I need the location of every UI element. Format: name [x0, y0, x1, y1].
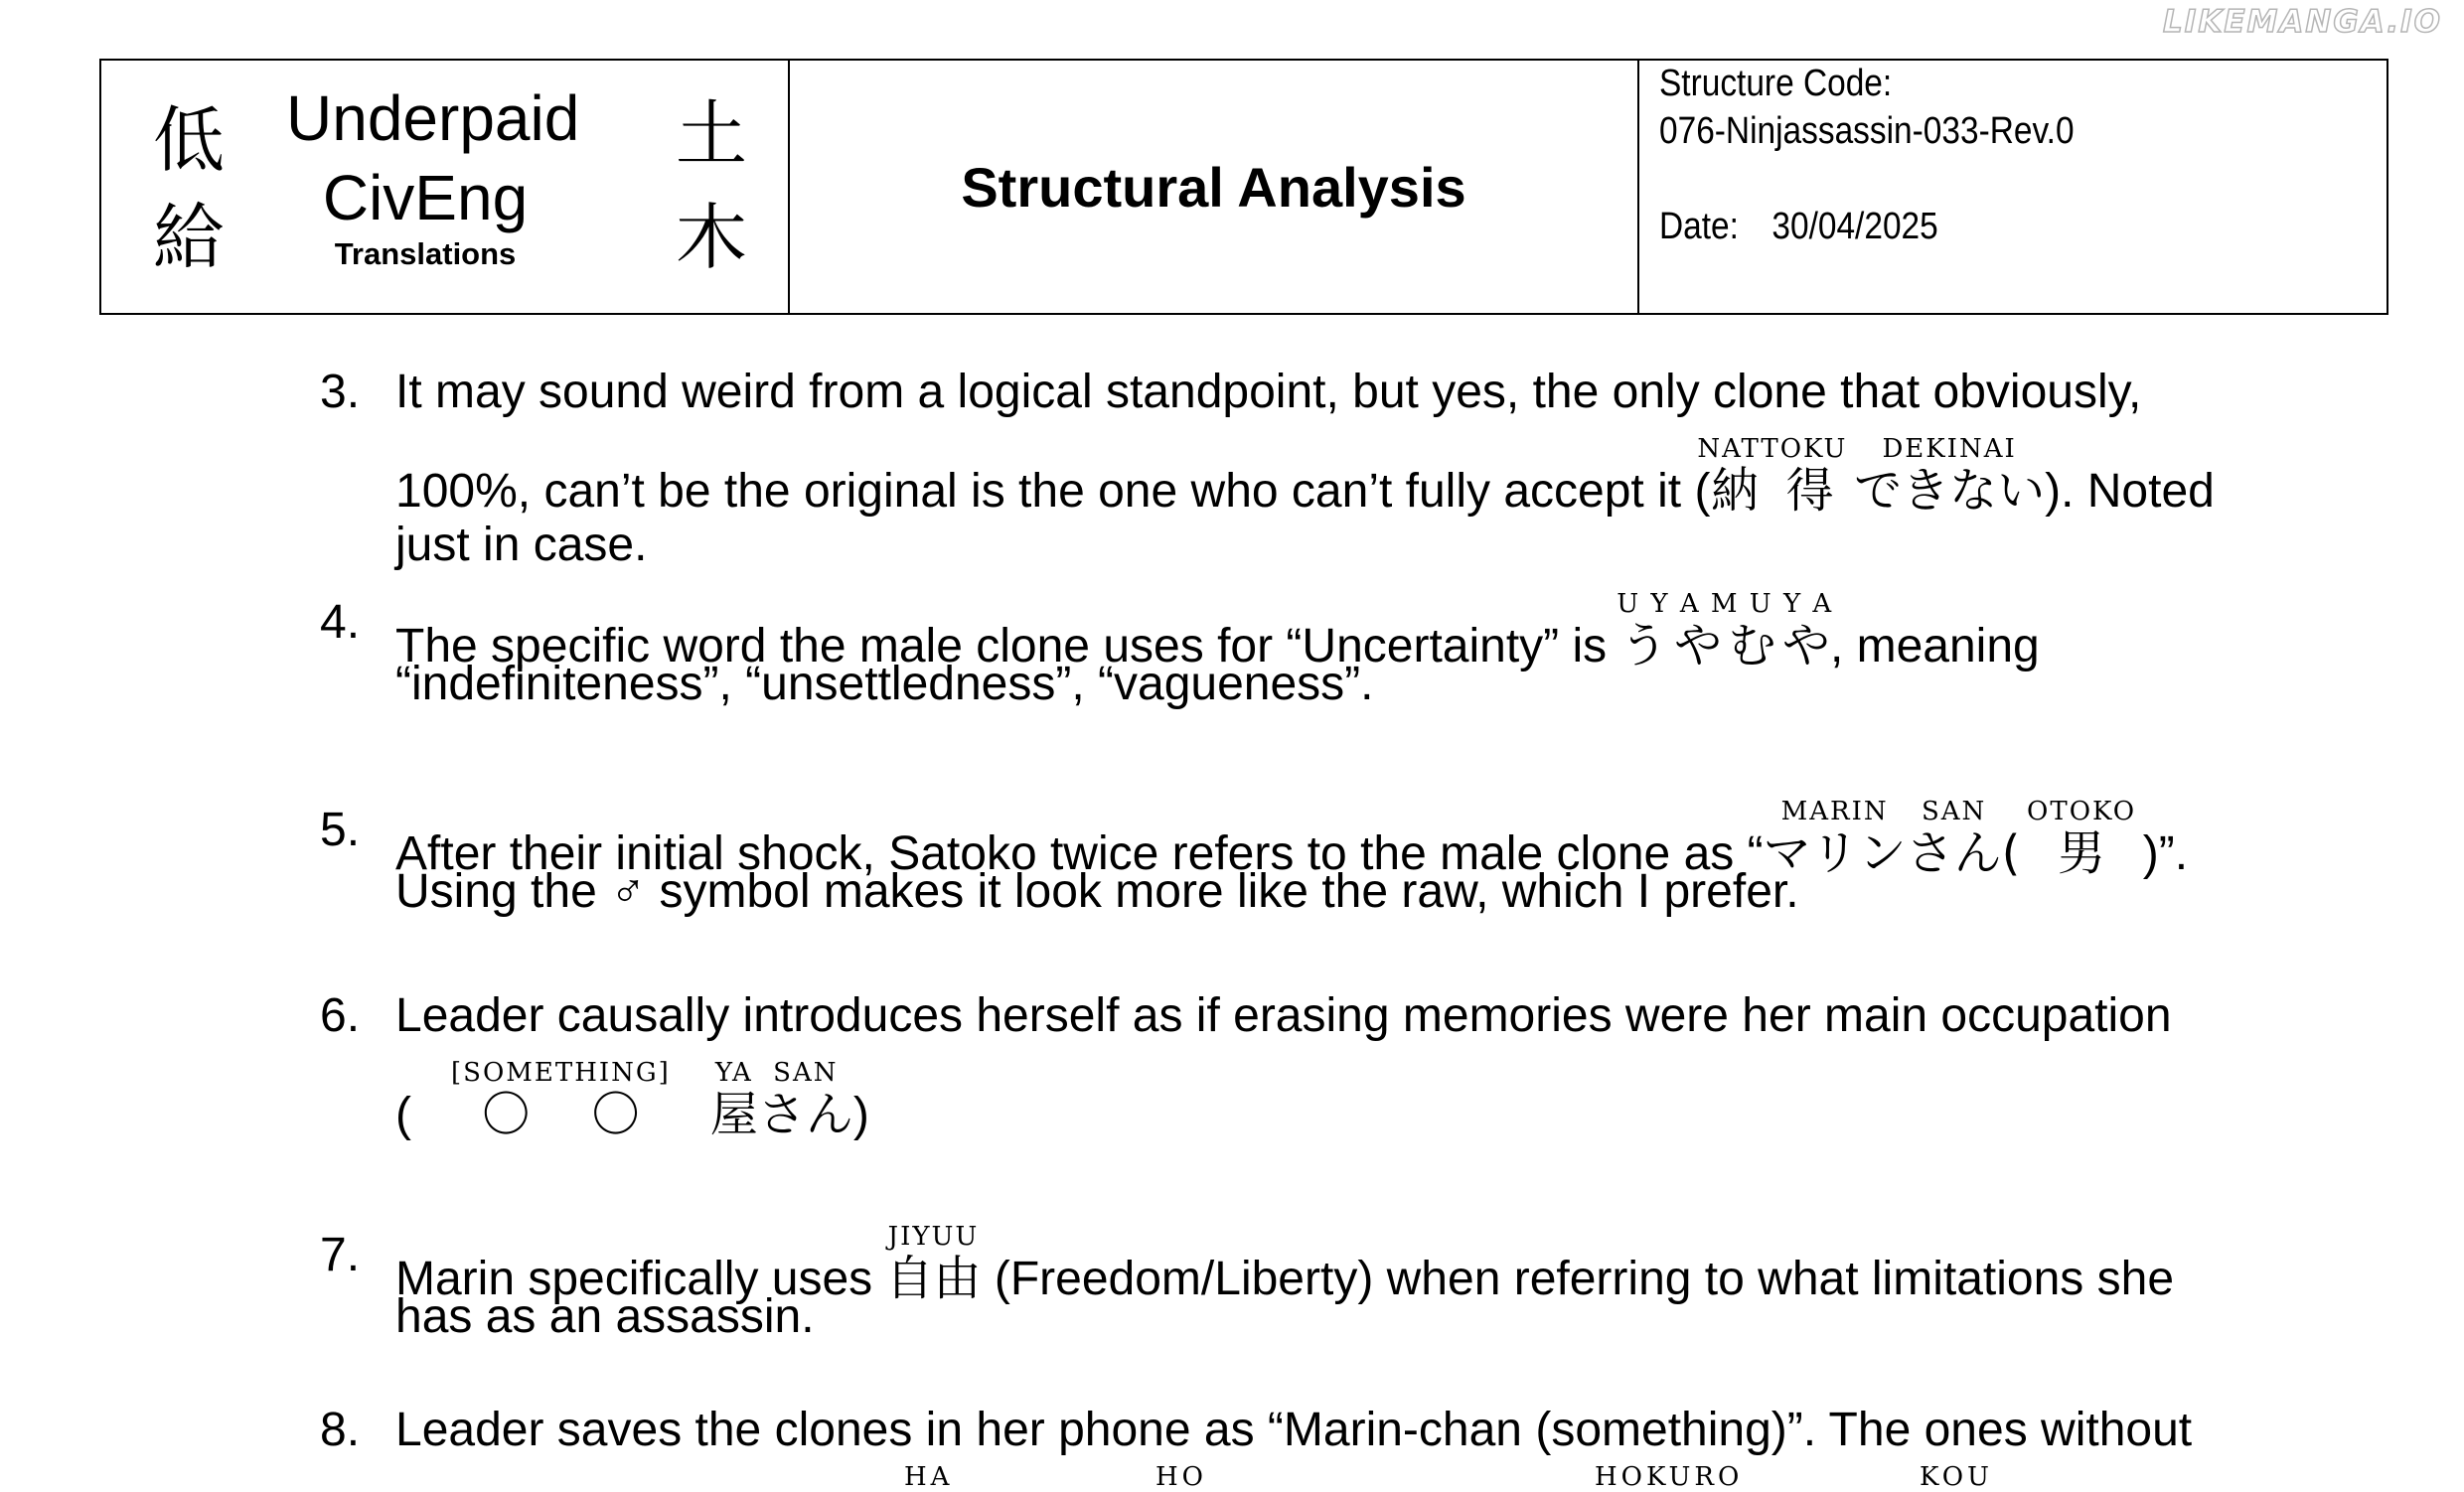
watermark: LIKEMANGA.IO [2163, 4, 2442, 40]
ruby-reading: YA [709, 1058, 758, 1088]
structure-code-value: 076-Ninjassassin-033-Rev.0 [1659, 110, 2075, 152]
note-line [395, 434, 2283, 522]
ruby-base: 〇〇 [450, 1087, 671, 1142]
note-number: 8. [320, 1404, 361, 1456]
furigana-cutoff-row [0, 1462, 2464, 1490]
ruby-reading: HO [1155, 1462, 1207, 1492]
ruby-reading: HA [904, 1462, 954, 1492]
note-text: 100%, can’t be the original is the one who can’t fully accept it ( [395, 465, 1711, 518]
note-line [395, 1058, 2283, 1146]
note-line: has as an assassin. [395, 1290, 815, 1343]
note-text: ). Noted [2045, 465, 2215, 518]
ruby-base: 屋 [709, 1087, 758, 1142]
note-line: Using the ♂ symbol makes it look more like the raw, which I prefer. [395, 865, 1799, 918]
meta-cell [1639, 61, 2387, 313]
note-line: Leader causally introduces herself as if erasing memories were her main occupation [395, 989, 2172, 1042]
ruby-reading: MARIN [1763, 797, 1907, 826]
note-text: Marin specifically uses [395, 1253, 886, 1305]
note-text: After their initial shock, Satoko twice refers to the male clone as “ [395, 827, 1764, 880]
ruby-base: 自由 [885, 1251, 982, 1306]
ruby-base: さん [757, 1087, 853, 1142]
logo-kanji-right-bottom: 木 [676, 196, 748, 279]
ruby-reading: [SOMETHING] [450, 1058, 671, 1088]
note-text: , meaning [1829, 620, 2040, 672]
furigana-word [1854, 434, 2046, 519]
note-line: just in case. [395, 519, 648, 571]
brand-line-1: Underpaid [286, 82, 580, 154]
note-number: 4. [320, 596, 361, 649]
ruby-reading: OTOKO [2027, 797, 2137, 826]
brand-line-2: CivEng [322, 162, 529, 233]
ruby-base: 男 [2027, 825, 2137, 881]
ruby-reading: U Y A M U Y A [1617, 589, 1834, 619]
ruby-base: 納得 [1697, 463, 1848, 519]
note-number: 5. [320, 804, 361, 856]
note-text: ( [2001, 825, 2021, 881]
ruby-reading: KOU [1920, 1462, 1993, 1492]
note-number: 3. [320, 366, 361, 418]
ruby-reading: NATTOKU [1697, 434, 1848, 464]
logo-brand-name [286, 78, 580, 271]
note-text: The specific word the male clone uses for “Uncertainty” is [395, 620, 1620, 672]
note-text: ( [395, 1089, 411, 1141]
note-text: )”. [2142, 827, 2189, 880]
logo-kanji-left-top: 低 [153, 98, 226, 182]
title-cell [790, 61, 1639, 313]
note-text: ) [852, 1089, 869, 1141]
furigana-word [709, 1058, 758, 1142]
ruby-reading: SAN [1906, 797, 2002, 826]
ruby-reading: JIYUU [885, 1222, 982, 1252]
note-line: Leader saves the clones in her phone as “Marin-chan (something)”. The ones without [395, 1404, 2193, 1456]
date-label: Date: [1659, 206, 1739, 247]
ruby-base: マリン [1763, 825, 1907, 881]
logo-cell [101, 61, 790, 313]
note-number: 6. [320, 989, 361, 1042]
ruby-reading: SAN [757, 1058, 853, 1088]
ruby-base: うやむや [1617, 618, 1834, 673]
note-number: 7. [320, 1229, 361, 1281]
logo-kanji-right-top: 土 [676, 92, 748, 176]
furigana-word [450, 1058, 671, 1142]
logo-kanji-left-bottom: 給 [153, 196, 226, 279]
furigana-word [1697, 434, 1848, 519]
note-line: “indefiniteness”, “unsettledness”, “vagueness”. [395, 658, 1374, 710]
document-title: Structural Analysis [961, 155, 1466, 219]
date-value: 30/04/2025 [1771, 206, 1938, 247]
ruby-base: さん [1906, 825, 2002, 881]
brand-line-3: Translations [334, 236, 517, 271]
ruby-reading: DEKINAI [1854, 434, 2046, 464]
ruby-base: できない [1854, 463, 2046, 519]
note-line: It may sound weird from a logical standpoint, but yes, the only clone that obviously, [395, 366, 2142, 418]
date-row [1659, 206, 1938, 248]
structure-code-label: Structure Code: [1659, 63, 1893, 104]
ruby-reading: HOKURO [1595, 1462, 1744, 1492]
furigana-word [757, 1058, 853, 1142]
document-header-table [99, 59, 2388, 315]
note-text: (Freedom/Liberty) when referring to what limitations she [981, 1253, 2175, 1305]
